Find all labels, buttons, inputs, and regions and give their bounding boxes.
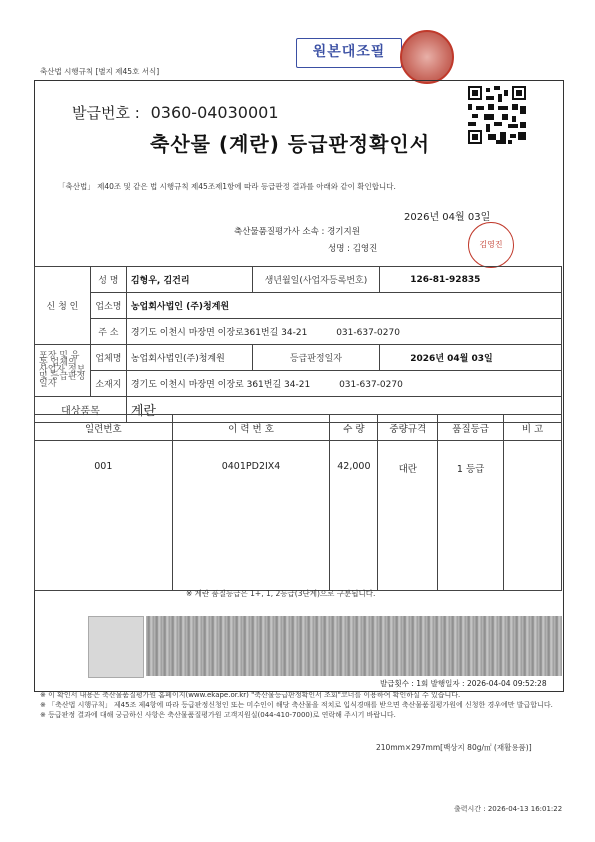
business-address-text: 경기도 이천시 마장면 이장로 361번길 34-21 <box>130 380 311 390</box>
original-copy-stamp: 원본대조필 <box>296 38 402 68</box>
applicant-address-text: 경기도 이천시 마장면 이장로361번길 34-21 <box>130 328 308 338</box>
grade-footnote: ※ 계란 품질등급은 1+, 1, 2등급(3단계)으로 구분됩니다. <box>186 589 376 598</box>
form-reference: 축산법 시행규칙 [별지 제45호 서식] <box>40 67 160 76</box>
name-label: 성 명 <box>90 267 126 293</box>
applicant-phone: 031-637-0270 <box>336 328 400 338</box>
row-serial: 001 <box>35 441 173 591</box>
note-item: ※ 등급판정 결과에 대해 궁금하신 사항은 축산물품질평가원 고객지원실(044-410-7000)로 연락해 주시기 바랍니다. <box>40 711 396 719</box>
evaluator-affiliation: 축산물품질평가사 소속 : 경기지원 <box>234 227 360 237</box>
location-label: 소재지 <box>90 371 126 397</box>
note-item: ※ 「축산법 시행규칙」 제45조 제4항에 따라 등급판정신청인 또는 미수인이 해당 축산물을 적치로 입식경매를 받으면 축산물품질평가원에 신청한 경우에만 발급합니다. <box>40 701 553 709</box>
barcode-placeholder <box>88 616 144 678</box>
business-name: 농업회사법인(주)청계원 <box>126 345 252 371</box>
applicant-table <box>34 266 562 423</box>
notes <box>40 690 560 720</box>
applicant-group-label: 신 청 인 <box>35 267 91 345</box>
col-trace-number: 이 력 번 호 <box>172 415 330 441</box>
row-weight: 대란 <box>378 441 438 591</box>
grading-date: 2026년 04월 03일 <box>380 345 562 371</box>
business-name-label: 업체명 <box>90 345 126 371</box>
col-serial: 일련번호 <box>35 415 173 441</box>
col-remarks: 비 고 <box>504 415 562 441</box>
row-quantity: 42,000 <box>330 441 378 591</box>
note-item: ※ 이 확인서 내용은 축산물품질평가원 홈페이지(www.ekape.or.kr) "축산물등급판정확인서 조회"코너를 이용하여 확인하실 수 있습니다. <box>40 691 461 699</box>
document-title: 축산물 (계란) 등급판정확인서 <box>150 132 431 156</box>
barcode-strip <box>146 616 562 676</box>
issue-number-value: 0360-04030001 <box>150 103 279 122</box>
col-grade: 품질등급 <box>438 415 504 441</box>
output-time: 출력시간 : 2026-04-13 16:01:22 <box>454 805 563 813</box>
applicant-name: 김형우, 김건리 <box>126 267 252 293</box>
business-address <box>126 371 561 397</box>
target-label: 대상품목 <box>35 397 127 423</box>
issued-info: 발급횟수 : 1회 발행일자 : 2026-04-04 09:52:28 <box>380 679 547 688</box>
applicant-address <box>126 319 561 345</box>
issue-number <box>72 102 279 123</box>
row-grade: 1 등급 <box>438 441 504 591</box>
legal-statement: 「축산법」 제40조 및 같은 법 시행규칙 제45조제1항에 따라 등급판정 결과를 아래와 같이 확인합니다. <box>58 182 396 191</box>
items-table <box>34 414 562 591</box>
issue-number-label: 발급번호 : <box>72 104 140 122</box>
row-trace-number: 0401PD2IX4 <box>172 441 330 591</box>
registration-number: 126-81-92835 <box>380 267 562 293</box>
grading-date-label: 등급판정일자 <box>252 345 380 371</box>
col-weight: 중량규격 <box>378 415 438 441</box>
evaluator-name: 성명 : 김영진 <box>328 244 378 254</box>
business-group-label: 포장 및 유통 업체의 사업자 정보 및 등급판정일자 <box>35 345 91 397</box>
row-remarks <box>504 441 562 591</box>
col-quantity: 수 량 <box>330 415 378 441</box>
company-label: 업소명 <box>90 293 126 319</box>
table-row <box>35 441 562 591</box>
official-seal-icon <box>400 30 454 84</box>
paper-spec: 210mm×297mm[백상지 80g/㎡ (재활용품)] <box>376 743 532 752</box>
certificate-date: 2026년 04월 03일 <box>404 212 491 223</box>
target-value: 계란 <box>126 397 561 423</box>
address-label: 주 소 <box>90 319 126 345</box>
birth-label: 생년월일(사업자등록번호) <box>252 267 380 293</box>
business-phone: 031-637-0270 <box>339 380 403 390</box>
qr-code-icon <box>468 86 526 144</box>
company-name: 농업회사법인 (주)청계원 <box>126 293 561 319</box>
evaluator-seal-icon: 김영진 <box>468 222 514 268</box>
